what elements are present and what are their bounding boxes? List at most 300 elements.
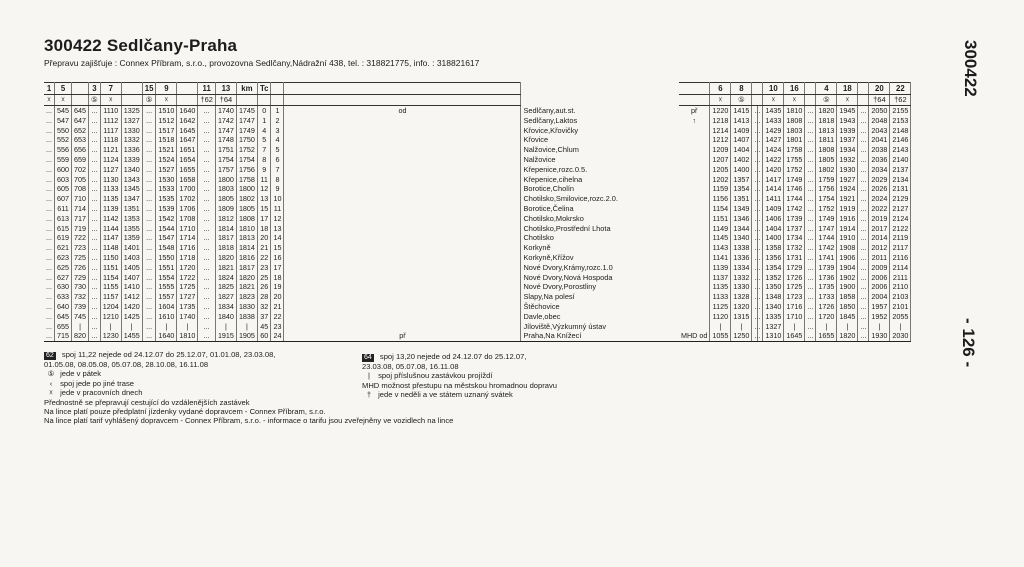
time-cell: ...: [752, 145, 763, 155]
time-cell: 1517: [156, 126, 177, 136]
time-cell: ...: [44, 184, 55, 194]
time-cell: [679, 214, 710, 224]
time-cell: ...: [858, 322, 869, 332]
time-cell: 1417: [763, 175, 784, 185]
table-row: [44, 302, 758, 312]
time-cell: ...: [142, 126, 156, 136]
table-row: [44, 116, 758, 126]
time-cell: 1355: [121, 224, 142, 234]
time-cell: 1554: [156, 273, 177, 283]
time-cell: 22: [271, 312, 284, 322]
time-cell: 1409: [763, 204, 784, 214]
header-cell: [72, 83, 89, 95]
time-cell: ...: [44, 282, 55, 292]
time-cell: 1212: [710, 135, 731, 145]
time-cell: 2129: [890, 194, 911, 204]
table-row: [679, 126, 911, 136]
time-cell: ...: [752, 204, 763, 214]
time-cell: 18: [271, 273, 284, 283]
time-cell: 2024: [869, 194, 890, 204]
time-cell: 2101: [890, 302, 911, 312]
time-cell: ...: [858, 302, 869, 312]
table-row: [44, 253, 758, 263]
time-cell: 1647: [177, 135, 198, 145]
time-cell: 1348: [763, 292, 784, 302]
left-timetable: [44, 82, 758, 342]
time-cell: 1148: [100, 243, 121, 253]
time-cell: 1737: [784, 224, 805, 234]
time-cell: 1159: [710, 184, 731, 194]
stop-name: Sedlčany,Laktos: [521, 116, 758, 126]
time-cell: 1802: [816, 165, 837, 175]
time-cell: [284, 214, 521, 224]
time-cell: 6: [271, 155, 284, 165]
time-cell: 1850: [837, 302, 858, 312]
time-cell: [679, 145, 710, 155]
header-cell: Tc: [257, 83, 271, 95]
time-cell: 726: [72, 263, 89, 273]
time-cell: 550: [55, 126, 72, 136]
time-cell: ...: [44, 224, 55, 234]
time-cell: ...: [89, 302, 101, 312]
time-cell: 2148: [890, 126, 911, 136]
note-symbol: ⑤: [47, 369, 55, 379]
time-cell: 1350: [763, 282, 784, 292]
time-cell: ...: [805, 194, 816, 204]
time-cell: 11: [271, 204, 284, 214]
time-cell: 1130: [100, 175, 121, 185]
time-cell: 1727: [177, 292, 198, 302]
symbol-cell: †62: [890, 95, 911, 106]
time-cell: 1527: [156, 165, 177, 175]
time-cell: 1945: [837, 106, 858, 116]
time-cell: 2012: [869, 243, 890, 253]
header-cell: [271, 83, 284, 95]
time-cell: ↑: [679, 116, 710, 126]
time-cell: [679, 175, 710, 185]
time-cell: 1930: [869, 331, 890, 341]
time-cell: 1156: [710, 194, 731, 204]
time-cell: [679, 126, 710, 136]
table-row: [44, 175, 758, 185]
time-cell: ...: [89, 322, 101, 332]
time-cell: [284, 165, 521, 175]
time-cell: 1742: [784, 204, 805, 214]
time-cell: 547: [55, 116, 72, 126]
table-row: [44, 145, 758, 155]
time-cell: ...: [805, 126, 816, 136]
time-cell: 1820: [837, 331, 858, 341]
time-cell: 1642: [177, 116, 198, 126]
time-cell: 732: [72, 292, 89, 302]
time-cell: 2043: [869, 126, 890, 136]
time-cell: 2143: [890, 145, 911, 155]
time-cell: ...: [858, 175, 869, 185]
time-cell: 1327: [763, 322, 784, 332]
time-cell: 1151: [100, 263, 121, 273]
time-cell: 1943: [837, 116, 858, 126]
time-cell: 2146: [890, 135, 911, 145]
time-cell: [679, 204, 710, 214]
time-cell: ...: [44, 312, 55, 322]
time-cell: |: [837, 322, 858, 332]
time-cell: 1747: [215, 126, 236, 136]
table-row: [679, 155, 911, 165]
time-cell: 9: [257, 165, 271, 175]
table-row: [679, 273, 911, 283]
time-cell: 619: [55, 233, 72, 243]
time-cell: 1708: [177, 214, 198, 224]
time-cell: 613: [55, 214, 72, 224]
time-cell: 1747: [816, 224, 837, 234]
time-cell: ...: [805, 116, 816, 126]
time-cell: ...: [44, 145, 55, 155]
time-cell: 2006: [869, 273, 890, 283]
time-cell: 1840: [215, 312, 236, 322]
time-cell: [679, 263, 710, 273]
time-cell: 1754: [215, 155, 236, 165]
header-cell: [177, 83, 198, 95]
time-cell: 1420: [763, 165, 784, 175]
header-cell: 13: [215, 83, 236, 95]
time-cell: 1904: [837, 263, 858, 273]
table-row: [44, 184, 758, 194]
time-cell: 2122: [890, 224, 911, 234]
time-cell: 1230: [100, 331, 121, 341]
time-cell: ...: [89, 155, 101, 165]
time-cell: 1325: [121, 106, 142, 116]
time-cell: 1411: [763, 194, 784, 204]
time-cell: ...: [858, 253, 869, 263]
time-cell: ...: [198, 302, 216, 312]
time-cell: 1055: [710, 331, 731, 341]
time-cell: 1550: [156, 253, 177, 263]
time-cell: 1339: [121, 155, 142, 165]
time-cell: ...: [198, 233, 216, 243]
time-cell: 1455: [121, 331, 142, 341]
table-row: [679, 263, 911, 273]
symbol-cell: [284, 95, 521, 106]
time-cell: 2140: [890, 155, 911, 165]
time-cell: 1117: [100, 126, 121, 136]
time-cell: 1742: [215, 116, 236, 126]
symbol-cell: ⑤: [816, 95, 837, 106]
symbol-cell: [752, 95, 763, 106]
time-cell: 1404: [731, 145, 752, 155]
time-cell: 605: [55, 184, 72, 194]
time-cell: 2137: [890, 165, 911, 175]
note-badge: 62: [46, 352, 54, 359]
time-cell: ...: [142, 106, 156, 116]
stop-name: Nalžovice,Chlum: [521, 145, 758, 155]
time-cell: ...: [752, 302, 763, 312]
time-cell: 2153: [890, 116, 911, 126]
symbol-cell: [271, 95, 284, 106]
symbol-cell: ☓: [837, 95, 858, 106]
time-cell: 1809: [215, 204, 236, 214]
table-row: [44, 214, 758, 224]
symbol-cell: ☓: [55, 95, 72, 106]
time-cell: 1758: [236, 175, 257, 185]
time-cell: 16: [271, 253, 284, 263]
time-cell: ...: [752, 322, 763, 332]
time-cell: ...: [858, 224, 869, 234]
note-text: Na lince platí tarif vyhlášený dopravcem - Connex Příbram, s.r.o. - informace o tarifu jsou zveřejněny ve vozidlech na lince: [44, 416, 454, 426]
time-cell: 1739: [816, 263, 837, 273]
time-cell: ...: [858, 312, 869, 322]
time-cell: ...: [752, 214, 763, 224]
time-cell: 1547: [156, 233, 177, 243]
time-cell: ...: [858, 282, 869, 292]
time-cell: 12: [257, 184, 271, 194]
time-cell: 2006: [869, 282, 890, 292]
symbol-cell: [858, 95, 869, 106]
time-cell: 20: [257, 233, 271, 243]
time-cell: [284, 282, 521, 292]
time-cell: 2110: [890, 282, 911, 292]
time-cell: 1756: [816, 184, 837, 194]
stop-name: Praha,Na Knížecí: [521, 331, 758, 341]
time-cell: 1327: [121, 116, 142, 126]
time-cell: 1151: [710, 214, 731, 224]
table-row: [44, 282, 758, 292]
time-cell: 1817: [215, 233, 236, 243]
time-cell: 1805: [215, 194, 236, 204]
stop-name: Křovice,Křovičky: [521, 126, 758, 136]
symbol-row: [44, 95, 758, 106]
note-text: Na lince platí pouze předplatní jízdenky vydané dopravcem - Connex Příbram, s.r.o.: [44, 407, 326, 417]
time-cell: ...: [752, 233, 763, 243]
symbol-cell: ⑤: [142, 95, 156, 106]
time-cell: 1340: [731, 233, 752, 243]
time-cell: 1751: [215, 145, 236, 155]
time-cell: 1205: [710, 165, 731, 175]
time-cell: 1346: [731, 214, 752, 224]
time-cell: 2041: [869, 135, 890, 145]
table-row: [44, 263, 758, 273]
time-cell: 1518: [156, 135, 177, 145]
time-cell: 1209: [710, 145, 731, 155]
time-cell: |: [177, 322, 198, 332]
time-cell: 1800: [236, 184, 257, 194]
time-cell: ...: [89, 165, 101, 175]
time-cell: 1154: [100, 273, 121, 283]
time-cell: 1752: [784, 165, 805, 175]
time-cell: ...: [198, 273, 216, 283]
note-line: [362, 390, 557, 399]
time-cell: 5: [271, 145, 284, 155]
time-cell: [284, 243, 521, 253]
time-cell: ...: [142, 175, 156, 185]
time-cell: 2026: [869, 184, 890, 194]
time-cell: ...: [44, 194, 55, 204]
time-cell: 730: [72, 282, 89, 292]
time-cell: ...: [198, 135, 216, 145]
time-cell: 1400: [763, 233, 784, 243]
time-cell: 739: [72, 302, 89, 312]
time-cell: 1739: [784, 214, 805, 224]
time-cell: ...: [805, 165, 816, 175]
time-cell: 1744: [784, 194, 805, 204]
table-row: [679, 194, 911, 204]
time-cell: [679, 194, 710, 204]
time-cell: 1908: [837, 243, 858, 253]
symbol-cell: ⑤: [731, 95, 752, 106]
time-cell: [284, 194, 521, 204]
time-cell: 1749: [816, 214, 837, 224]
header-cell: 8: [731, 83, 752, 95]
time-cell: ...: [858, 331, 869, 341]
table-row: [679, 204, 911, 214]
time-cell: ...: [44, 106, 55, 116]
time-cell: |: [215, 322, 236, 332]
time-cell: 1555: [156, 282, 177, 292]
table-row: [679, 282, 911, 292]
time-cell: 1820: [816, 106, 837, 116]
time-cell: ...: [89, 282, 101, 292]
header-cell: 5: [55, 83, 72, 95]
time-cell: 545: [55, 106, 72, 116]
time-cell: 1345: [121, 184, 142, 194]
time-cell: ...: [44, 126, 55, 136]
table-row: [44, 165, 758, 175]
time-cell: 1425: [121, 312, 142, 322]
time-cell: 1340: [763, 302, 784, 312]
time-cell: 1124: [100, 155, 121, 165]
time-cell: [284, 263, 521, 273]
time-cell: ...: [805, 282, 816, 292]
symbol-cell: ☓: [763, 95, 784, 106]
time-cell: 1424: [763, 145, 784, 155]
time-cell: ...: [805, 175, 816, 185]
time-cell: |: [890, 322, 911, 332]
time-cell: 1358: [763, 243, 784, 253]
time-cell: [284, 224, 521, 234]
time-cell: 8: [257, 155, 271, 165]
time-cell: 1754: [236, 155, 257, 165]
time-cell: ...: [198, 282, 216, 292]
table-row: [679, 145, 911, 155]
table-row: [679, 253, 911, 263]
time-cell: 21: [257, 243, 271, 253]
time-cell: 1720: [816, 312, 837, 322]
time-cell: ...: [858, 233, 869, 243]
time-cell: 1740: [215, 106, 236, 116]
right-timetable: [679, 82, 911, 342]
time-cell: 1810: [177, 331, 198, 341]
time-cell: 1813: [236, 233, 257, 243]
time-cell: 1924: [837, 184, 858, 194]
table-row: [679, 312, 911, 322]
time-cell: |: [100, 322, 121, 332]
time-cell: 1726: [816, 302, 837, 312]
time-cell: |: [236, 322, 257, 332]
stop-name: Korkyně: [521, 243, 758, 253]
table-row: [44, 224, 758, 234]
time-cell: 1133: [710, 292, 731, 302]
stop-name: Nové Dvory,Porostliny: [521, 282, 758, 292]
time-cell: ...: [89, 273, 101, 283]
time-cell: 1353: [121, 214, 142, 224]
time-cell: 1803: [784, 126, 805, 136]
time-cell: 1818: [215, 243, 236, 253]
time-cell: 1740: [177, 312, 198, 322]
time-cell: 1706: [177, 204, 198, 214]
time-cell: 723: [72, 243, 89, 253]
stop-name: Borotice,Čelina: [521, 204, 758, 214]
time-cell: ...: [44, 302, 55, 312]
symbol-cell: †64: [215, 95, 236, 106]
time-cell: 1655: [177, 165, 198, 175]
time-cell: 1820: [236, 273, 257, 283]
time-cell: 1845: [837, 312, 858, 322]
time-cell: ...: [858, 263, 869, 273]
time-cell: 1734: [784, 233, 805, 243]
time-cell: ...: [89, 331, 101, 341]
table-row: [44, 155, 758, 165]
time-cell: ...: [44, 116, 55, 126]
time-cell: 615: [55, 224, 72, 234]
stop-name: Jíloviště,Výzkumný ústav: [521, 322, 758, 332]
time-cell: 552: [55, 135, 72, 145]
time-cell: 1356: [763, 253, 784, 263]
table-row: [44, 126, 758, 136]
time-cell: |: [72, 322, 89, 332]
time-cell: 1354: [763, 263, 784, 273]
stop-name: Štěchovice: [521, 302, 758, 312]
time-cell: ...: [142, 331, 156, 341]
time-cell: 1521: [156, 145, 177, 155]
time-cell: 1808: [784, 116, 805, 126]
time-cell: 1112: [100, 116, 121, 126]
time-cell: 1731: [784, 253, 805, 263]
time-cell: ...: [89, 263, 101, 273]
time-cell: 2030: [890, 331, 911, 341]
time-cell: ...: [858, 184, 869, 194]
time-cell: 719: [72, 224, 89, 234]
time-cell: ...: [805, 106, 816, 116]
note-text: jede v neděli a ve státem uznaný svátek: [376, 390, 513, 400]
time-cell: 715: [55, 331, 72, 341]
time-cell: ...: [198, 184, 216, 194]
time-cell: ...: [752, 175, 763, 185]
time-cell: 1207: [710, 155, 731, 165]
time-cell: 1135: [710, 282, 731, 292]
time-cell: 1548: [156, 243, 177, 253]
time-cell: ...: [805, 273, 816, 283]
time-cell: [284, 116, 521, 126]
header-cell: [805, 83, 816, 95]
time-cell: 2155: [890, 106, 911, 116]
time-cell: 2124: [890, 214, 911, 224]
time-cell: ...: [752, 282, 763, 292]
time-cell: 1902: [837, 273, 858, 283]
time-cell: ...: [142, 253, 156, 263]
time-cell: 1910: [837, 233, 858, 243]
time-cell: 2029: [869, 175, 890, 185]
time-cell: ...: [858, 116, 869, 126]
time-cell: [284, 322, 521, 332]
time-cell: 1220: [710, 106, 731, 116]
time-cell: 1720: [177, 263, 198, 273]
time-cell: 14: [271, 233, 284, 243]
note-text: spoj příslušnou zastávkou projíždí: [376, 371, 493, 381]
header-cell: [858, 83, 869, 95]
time-cell: 5: [257, 135, 271, 145]
time-cell: ...: [142, 243, 156, 253]
table-row: [679, 302, 911, 312]
page-number: - 126 -: [959, 318, 978, 368]
